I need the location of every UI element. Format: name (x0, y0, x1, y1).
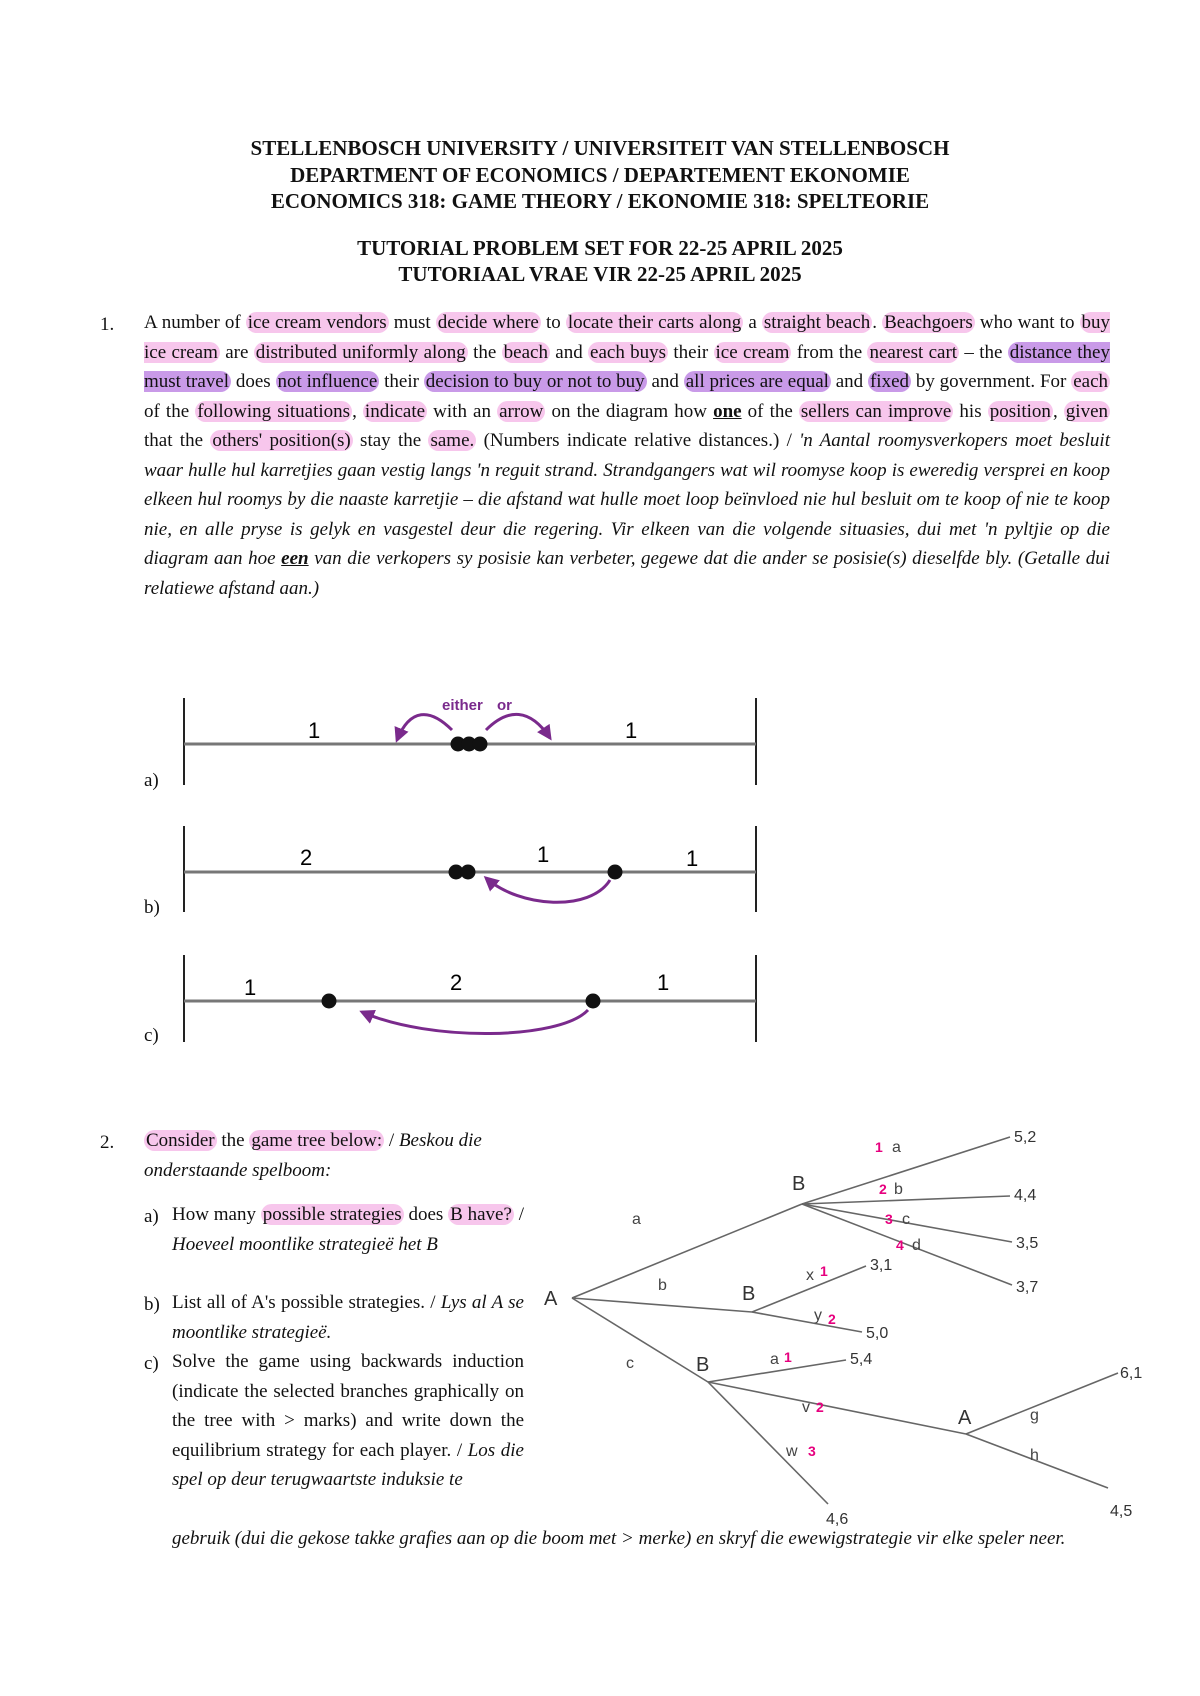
handwritten-mark: 3 (885, 1211, 893, 1227)
payoff-label: 3,7 (1016, 1279, 1039, 1296)
highlight: decision to buy or not to buy (425, 371, 645, 392)
problem-set-title-af: TUTORIAAL VRAE VIR 22-25 APRIL 2025 (398, 262, 802, 286)
node-label: B (696, 1354, 710, 1376)
highlight: locate their carts along (567, 312, 742, 333)
payoff-label: 5,0 (866, 1325, 889, 1342)
highlight: B have? (450, 1204, 512, 1225)
handwritten-mark: 1 (784, 1349, 792, 1365)
branch-label: a (632, 1211, 641, 1228)
segment-label: 1 (244, 975, 257, 1000)
highlight: ice cream (715, 341, 790, 363)
university-title: STELLENBOSCH UNIVERSITY / UNIVERSITEIT VAN STELLENBOSCH (250, 136, 950, 160)
payoff-label: 3,5 (1016, 1235, 1039, 1252)
handwritten-mark: 3 (808, 1443, 816, 1459)
highlight: distance they must travel (144, 341, 1110, 392)
segment-label: 2 (300, 845, 313, 870)
branch-label: x (806, 1267, 814, 1284)
segment-label: 1 (308, 718, 321, 743)
q1-number: 1. (100, 314, 115, 335)
branch-label: c (626, 1355, 634, 1372)
cart-dot (586, 994, 601, 1009)
highlight: possible strategies (262, 1204, 402, 1225)
game-tree (530, 1120, 1170, 1530)
diagram-b (184, 826, 756, 912)
highlight: given (1065, 400, 1109, 422)
handwritten-note: or (497, 697, 512, 714)
cart-dot (461, 865, 476, 880)
branch-label: b (658, 1277, 667, 1294)
branch-label: y (814, 1307, 822, 1324)
highlight: Beachgoers (884, 312, 973, 333)
department-title: DEPARTMENT OF ECONOMICS / DEPARTEMENT EKONOMIE (290, 163, 910, 187)
arrow-left (362, 1010, 588, 1034)
branch-label: a (770, 1351, 779, 1368)
node-label: B (792, 1173, 806, 1195)
branch-label: v (802, 1399, 810, 1416)
highlight: ice cream vendors (247, 312, 387, 333)
highlight: indicate (364, 400, 426, 422)
payoff-label: 3,1 (870, 1257, 893, 1274)
q1-text: A number of ice cream vendors must decide where to locate their carts along a straight beach . Beachgoers who want to buy ice cream are distributed uniformly along the beach and each buys their ice cream from the nearest cart – the distance they must travel does not influence their decision to buy or not to buy and all prices are equal and fixed by government. For each of the following situations , indicate with an arrow on the diagram how one of the sellers can improve his position , given that the others' position(s) stay the same. (Numbers indicate relative distances.) / 'n Aantal roomysverkopers moet besluit waar hulle hul karretjies gaan vestig langs 'n reguit strand. Strandgangers wat wil roomyse koop is eweredig versprei en koop elkeen hul roomys by die naaste karretjie – die afstand wat hulle moet loop beïnvloed nie hul besluit om te koop of nie te koop nie, en alle pryse is gelyk en vasgestel deur die regering. Vir elkeen van die volgende situasies, dui met 'n pyltjie op die diagram aan hoe een van die verkopers sy posisie kan verbeter, gegewe dat die ander se posisie(s) dieselfde bly. (Getalle dui relatiewe afstand aan.) (144, 312, 1111, 599)
q2c-text: Solve the game using backwards induction (indicate the selected branches graphically on the tree with > marks) and write down the equilibrium strategy for each player. / Los die spel op deur terugwaartste induksie te (172, 1351, 524, 1490)
highlight: beach (503, 341, 548, 363)
branch-label: d (912, 1237, 921, 1254)
highlight: straight beach (763, 312, 871, 333)
highlight: same. (430, 430, 475, 451)
highlight: Consider (146, 1130, 215, 1151)
highlight: each (1073, 371, 1109, 392)
q1-diagrams (0, 680, 800, 1050)
branch-label: a (892, 1139, 901, 1156)
highlight: nearest cart (869, 341, 958, 363)
q2a-label: a) (144, 1206, 159, 1227)
segment-label: 2 (450, 970, 463, 995)
diagram-c-label: c) (144, 1025, 159, 1046)
node-label: A (544, 1288, 558, 1310)
node-label: B (742, 1283, 756, 1305)
q2c-text-cont: gebruik (dui die gekose takke grafies aan op die boom met > merke) en skryf die ewewigstrategie vir elke speler neer. (172, 1528, 1066, 1549)
segment-label: 1 (657, 970, 670, 995)
highlight: not influence (277, 371, 378, 392)
branch-label: g (1030, 1407, 1039, 1424)
segment-label: 1 (537, 842, 550, 867)
problem-set-title: TUTORIAL PROBLEM SET FOR 22-25 APRIL 2025 (357, 236, 843, 260)
diagram-a (184, 697, 756, 785)
highlight: following situations (197, 400, 351, 422)
q2a-text: How many possible strategies does B have? / Hoeveel moontlike strategieë het B (172, 1204, 525, 1255)
diagram-a-label: a) (144, 770, 159, 791)
highlight: position (989, 400, 1051, 422)
payoff-label: 4,4 (1014, 1187, 1037, 1204)
cart-dot (473, 737, 488, 752)
node-label: A (958, 1407, 972, 1429)
highlight: arrow (499, 400, 544, 422)
handwritten-mark: 2 (828, 1311, 836, 1327)
q2-number: 2. (100, 1132, 115, 1153)
handwritten-mark: 2 (879, 1181, 887, 1197)
highlight: buy ice cream (144, 312, 1111, 363)
q2c-label: c) (144, 1353, 159, 1374)
handwritten-mark: 1 (875, 1139, 883, 1155)
branch-label: h (1030, 1447, 1039, 1464)
handwritten-note: either (442, 697, 483, 714)
payoff-label: 4,6 (826, 1511, 849, 1528)
highlight: all prices are equal (685, 371, 829, 392)
handwritten-mark: 1 (820, 1263, 828, 1279)
diagram-c (184, 955, 756, 1042)
highlight: fixed (869, 371, 910, 392)
payoff-label: 4,5 (1110, 1503, 1133, 1520)
highlight: distributed uniformly along (255, 341, 466, 363)
segment-label: 1 (686, 846, 699, 871)
segment-label: 1 (625, 718, 638, 743)
course-title: ECONOMICS 318: GAME THEORY / EKONOMIE 318: SPELTEORIE (270, 189, 930, 213)
diagram-b-label: b) (144, 897, 160, 918)
highlight: game tree below: (251, 1130, 383, 1151)
q2b-text: List all of A's possible strategies. / Lys al A se moontlike strategieë. (172, 1292, 524, 1343)
payoff-label: 5,4 (850, 1351, 873, 1368)
branch-label: c (902, 1211, 910, 1228)
q2b-label: b) (144, 1294, 160, 1315)
highlight: others' position(s) (212, 430, 351, 451)
highlight: each buys (590, 341, 667, 363)
cart-dot (608, 865, 623, 880)
arrow-left (486, 878, 610, 902)
arrow-left (397, 715, 452, 740)
highlight: sellers can improve (800, 400, 952, 422)
branch-label: w (786, 1443, 798, 1460)
handwritten-mark: 4 (896, 1237, 904, 1253)
payoff-label: 6,1 (1120, 1365, 1143, 1382)
cart-dot (322, 994, 337, 1009)
highlight: decide where (437, 312, 539, 333)
arrow-right (486, 714, 550, 738)
branch-label: b (894, 1181, 903, 1198)
q2-intro: Consider the game tree below: / Beskou die onderstaande spelboom: (144, 1130, 482, 1181)
handwritten-mark: 2 (816, 1399, 824, 1415)
payoff-label: 5,2 (1014, 1129, 1037, 1146)
